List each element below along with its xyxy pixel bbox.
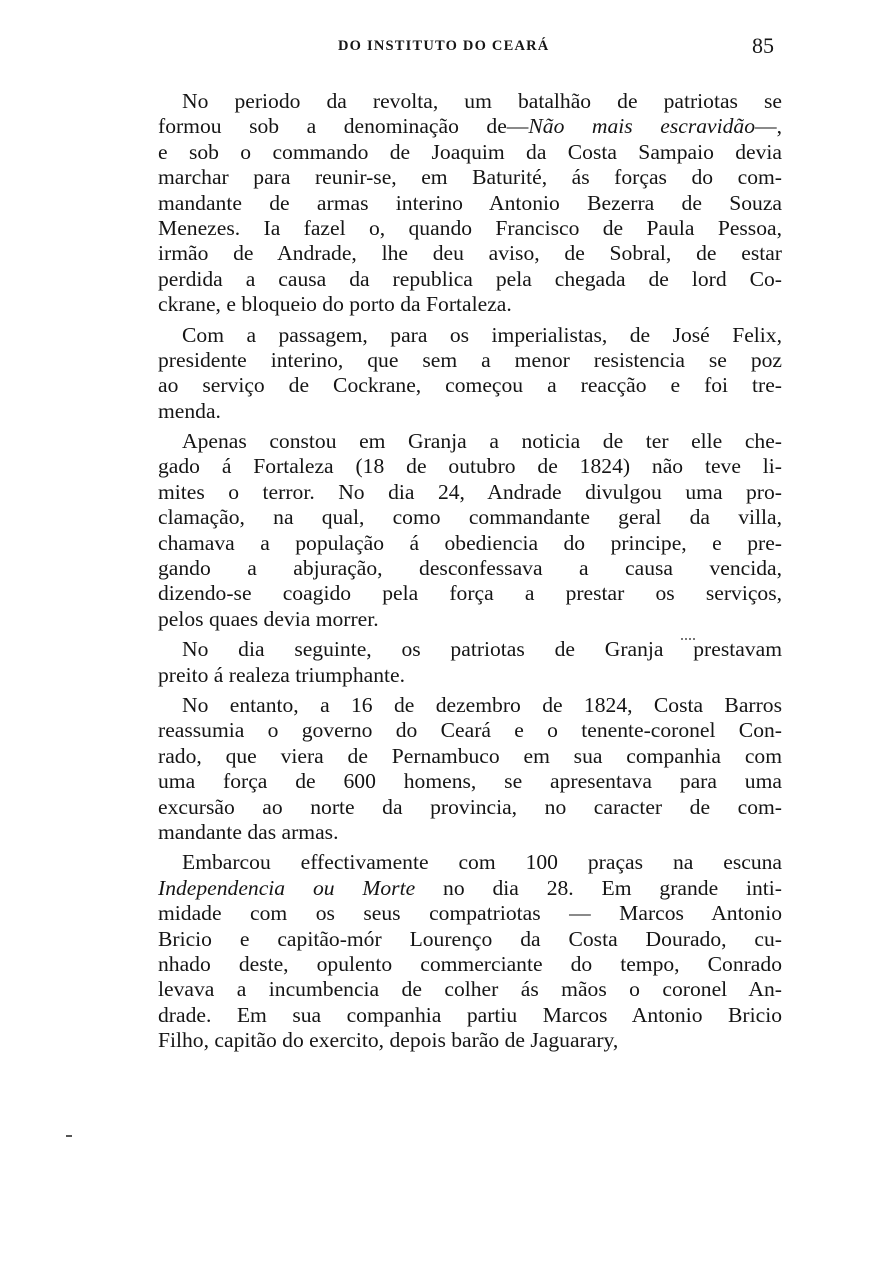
text-line: drade. Em sua companhia partiu Marcos Antonio Bricio: [158, 1002, 782, 1027]
text-line: mandante de armas interino Antonio Bezerra de Souza: [158, 190, 782, 215]
text-line: Com a passagem, para os imperialistas, de José Felix,: [182, 322, 782, 347]
paragraph: [158, 429, 782, 632]
text-line: Menezes. Ia fazel o, quando Francisco de Paula Pessoa,: [158, 215, 782, 240]
text-line: presidente interino, que sem a menor resistencia se poz: [158, 347, 782, 372]
text-line: preito á realeza triumphante.: [158, 662, 405, 687]
paragraph: [158, 850, 782, 1053]
text-line: ao serviço de Cockrane, começou a reacção e foi tre-: [158, 373, 782, 398]
text-line: Apenas constou em Granja a noticia de ter elle che-: [182, 429, 782, 454]
text-line: Filho, capitão do exercito, depois barão de Jaguarary,: [158, 1028, 619, 1053]
text-line: rado, que viera de Pernambuco em sua companhia com: [158, 743, 782, 768]
text-line: gando a abjuração, desconfessava a causa vencida,: [158, 556, 782, 581]
paragraph: [158, 89, 782, 318]
paragraph: [158, 323, 782, 425]
text-line: menda.: [158, 398, 221, 423]
text-line: Bricio e capitão-mór Lourenço da Costa Dourado, cu-: [158, 926, 782, 951]
text-line: ckrane, e bloqueio do porto da Fortaleza.: [158, 292, 512, 317]
running-header: DO INSTITUTO DO CEARÁ: [338, 38, 550, 54]
text-line: reassumia o governo do Ceará e o tenente-coronel Con-: [158, 718, 782, 743]
text-line: Embarcou effectivamente com 100 praças na escuna: [182, 850, 782, 875]
text-line: chamava a população á obediencia do principe, e pre-: [158, 530, 782, 555]
text-line: No entanto, a 16 de dezembro de 1824, Costa Barros: [182, 692, 782, 717]
text-line: excursão ao norte da provincia, no caracter de com-: [158, 794, 782, 819]
print-speck: [66, 1135, 72, 1137]
text-line: pelos quaes devia morrer.: [158, 606, 379, 631]
text-line: uma força de 600 homens, se apresentava para uma: [158, 769, 782, 794]
paragraph: [158, 693, 782, 845]
text-line: clamação, na qual, como commandante geral da villa,: [158, 505, 782, 530]
text-line: dizendo-se coagido pela força a prestar os serviços,: [158, 581, 782, 606]
text-line: e sob o commando de Joaquim da Costa Sampaio devia: [158, 139, 782, 164]
text-line: gado á Fortaleza (18 de outubro de 1824) não teve li-: [158, 454, 782, 479]
text-line: nhado deste, opulento commerciante do tempo, Conrado: [158, 951, 782, 976]
text-line: formou sob a denominação de—Não mais escravidão—,: [158, 114, 782, 139]
text-line: mandante das armas.: [158, 819, 339, 844]
text-line: No dia seguinte, os patriotas de Granja prestavam: [182, 637, 782, 662]
page-number: 85: [752, 33, 774, 58]
text-line: Independencia ou Morte no dia 28. Em grande inti-: [158, 875, 782, 900]
text-line: marchar para reunir-se, em Baturité, ás forças do com-: [158, 165, 782, 190]
text-line: mites o terror. No dia 24, Andrade divulgou uma pro-: [158, 479, 782, 504]
body-text: [158, 89, 782, 1053]
paragraph: [158, 637, 782, 688]
text-line: irmão de Andrade, lhe deu aviso, de Sobral, de estar: [158, 241, 782, 266]
text-line: perdida a causa da republica pela chegada de lord Co-: [158, 266, 782, 291]
text-line: levava a incumbencia de colher ás mãos o coronel An-: [158, 977, 782, 1002]
text-line: No periodo da revolta, um batalhão de patriotas se: [182, 89, 782, 113]
text-line: midade com os seus compatriotas — Marcos Antonio: [158, 901, 782, 926]
print-speck: [681, 638, 695, 642]
